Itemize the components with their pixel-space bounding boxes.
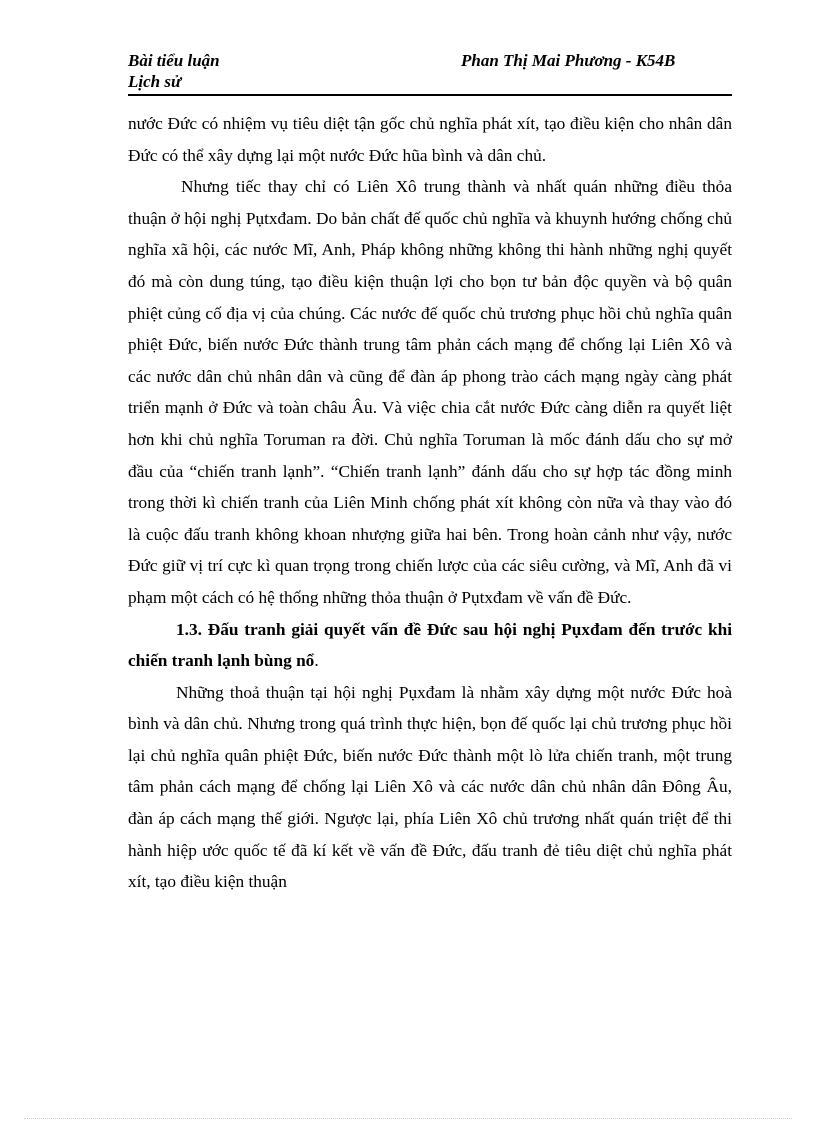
paragraph-continuation: nước Đức có nhiệm vụ tiêu diệt tận gốc chủ nghĩa phát xít, tạo điều kiện cho nhân dân Đức có thể xây dựng lại một nước Đức hũa bình và dân chủ. [128, 114, 732, 165]
section-heading-period: . [314, 651, 319, 671]
document-body [128, 108, 732, 898]
section-heading-title: 1.3. Đấu tranh giải quyết vấn đề Đức sau hội nghị Pụxđam đến trước khi chiến tranh lạnh bùng nổ [128, 619, 732, 671]
section-heading [128, 614, 732, 677]
footer-divider [24, 1118, 792, 1119]
header-course-line1: Bài tiểu luận [128, 51, 220, 70]
header-course-title [128, 50, 308, 92]
header-author: Phan Thị Mai Phương - K54B [461, 51, 676, 70]
header-course-line2: Lịch sử [128, 72, 182, 91]
paragraph-soviet-compliance: Nhưng tiếc thay chỉ có Liên Xô trung thành và nhất quán những điều thỏa thuận ở hội nghị Pụtxđam. Do bản chất đế quốc chủ nghĩa và khuynh hướng chống chủ nghĩa xã hội, các nước Mĩ, Anh, Pháp không những không thi hành những nghị quyết đó mà còn dung túng, tạo điều kiện thuận lợi cho bọn tư bản độc quyền và bộ quân phiệt củng cố địa vị của chúng. Các nước đế quốc chủ trương phục hồi chủ nghĩa quân phiệt Đức, biến nước Đức thành trung tâm phản cách mạng để chống lại Liên Xô và các nước dân chủ nhân dân và cũng để đàn áp phong trào cách mạng ngày càng phát triển mạnh ở Đức và toàn châu Âu. Và việc chia cắt nước Đức càng diễn ra quyết liệt hơn khi chủ nghĩa Toruman ra đời. Chủ nghĩa Toruman là mốc đánh dấu cho sự mở đầu của “chiến tranh lạnh”. “Chiến tranh lạnh” đánh dấu cho sự hợp tác đồng minh trong thời kì chiến tranh của Liên Minh chống phát xít không còn nữa và thay vào đó là cuộc đấu tranh không khoan nhượng giữa hai bên. Trong hoàn cảnh như vậy, nước Đức giữ vị trí cực kì quan trọng trong chiến lược của các siêu cường, và Mĩ, Anh đã vi phạm một cách có hệ thống những thỏa thuận ở Pụtxđam về vấn đề Đức. [128, 177, 732, 607]
paragraph-pudxdam-agreements: Những thoả thuận tại hội nghị Pụxđam là nhằm xây dựng một nước Đức hoà bình và dân chủ. Nhưng trong quá trình thực hiện, bọn đế quốc lại chủ trương phục hồi lại chủ nghĩa quân phiệt Đức, biến nước Đức thành một lò lửa chiến tranh, một trung tâm phản cách mạng để chống lại Liên Xô và các nước dân chủ nhân dân Đông Âu, đàn áp cách mạng thế giới. Ngược lại, phía Liên Xô chủ trương nhất quán triệt để thi hành hiệp ước quốc tế đã kí kết về vấn đề Đức, đấu tranh đẻ tiêu diệt chủ nghĩa phát xít, tạo điều kiện thuận [128, 682, 732, 892]
page-header [128, 48, 732, 96]
